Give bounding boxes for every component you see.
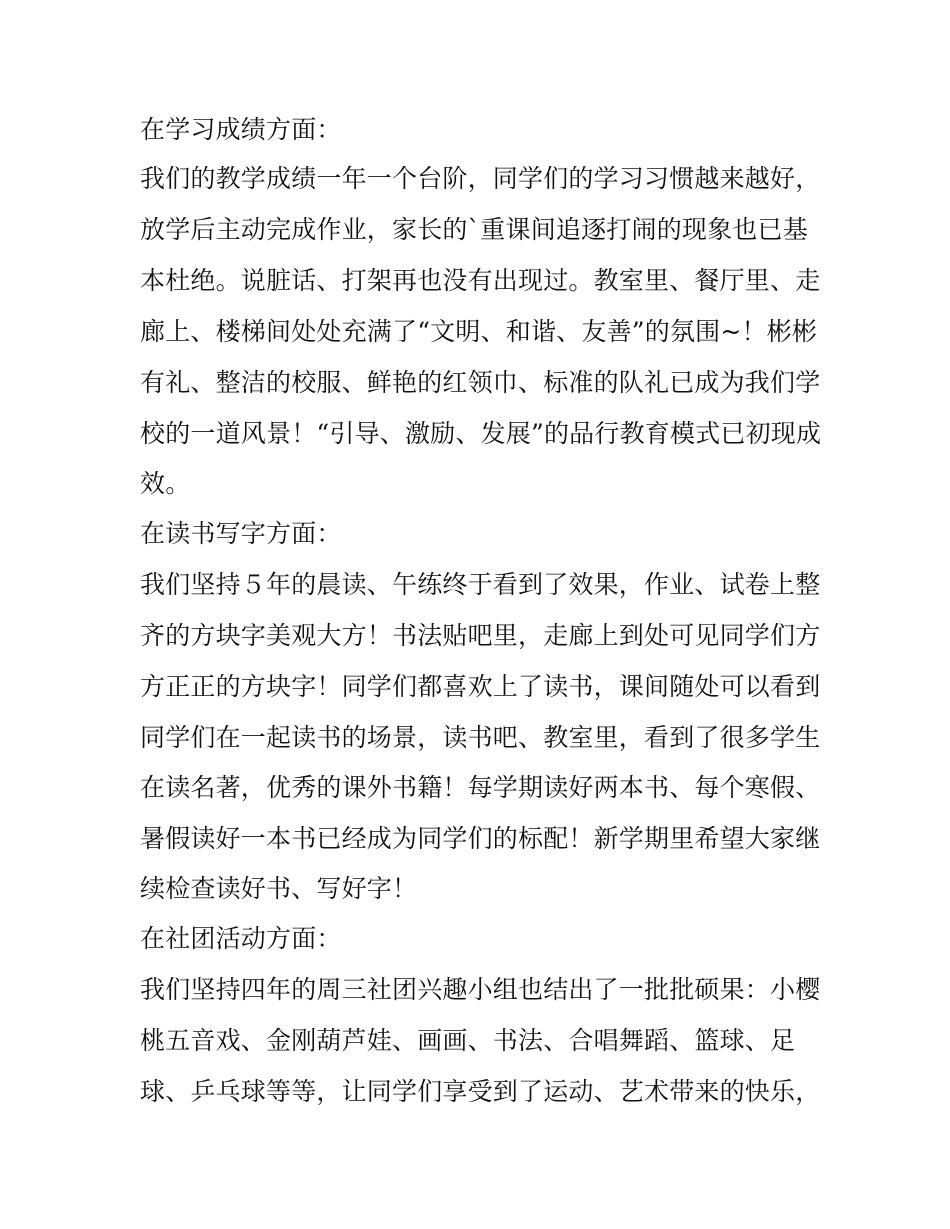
paragraph-line: 有礼、整洁的校服、鲜艳的红领巾、标准的队礼已成为我们学 (140, 368, 821, 397)
paragraph-line: 我们坚持５年的晨读、午练终于看到了效果，作业、试卷上整 (140, 570, 821, 599)
paragraph-line: 在读名著，优秀的课外书籍！每学期读好两本书、每个寒假、 (140, 773, 821, 802)
paragraph-line: 我们坚持四年的周三社团兴趣小组也结出了一批批硕果：小樱 (140, 975, 821, 1004)
section-heading-reading: 在读书写字方面： (140, 519, 342, 548)
paragraph-line: 桃五音戏、金刚葫芦娃、画画、书法、合唱舞蹈、篮球、足 (140, 1026, 796, 1055)
section-heading-academic: 在学习成绩方面： (140, 115, 342, 144)
paragraph-line: 球、乒乓球等等，让同学们享受到了运动、艺术带来的快乐， (140, 1077, 821, 1106)
paragraph-line: 续检查读好书、写好字！ (140, 874, 418, 903)
paragraph-line: 本杜绝。说脏话、打架再也没有出现过。教室里、餐厅里、走 (140, 266, 821, 295)
paragraph-line: 方正正的方块字！同学们都喜欢上了读书，课间随处可以看到 (140, 672, 821, 701)
paragraph-line: 校的一道风景！“引导、激励、发展”的品行教育模式已初现成 (140, 419, 822, 448)
paragraph-line: 齐的方块字美观大方！书法贴吧里，走廊上到处可见同学们方 (140, 621, 821, 650)
paragraph-line: 放学后主动完成作业，家长的`重课间追逐打闹的现象也已基 (140, 215, 808, 244)
paragraph-line: 暑假读好一本书已经成为同学们的标配！新学期里希望大家继 (140, 824, 821, 853)
paragraph-line: 效。 (140, 469, 191, 498)
section-heading-clubs: 在社团活动方面： (140, 924, 342, 953)
paragraph-line: 同学们在一起读书的场景，读书吧、教室里，看到了很多学生 (140, 723, 821, 752)
paragraph-line: 我们的教学成绩一年一个台阶，同学们的学习习惯越来越好， (140, 164, 821, 193)
paragraph-line: 廊上、楼梯间处处充满了“文明、和谐、友善”的氛围~！彬彬 (140, 317, 818, 346)
